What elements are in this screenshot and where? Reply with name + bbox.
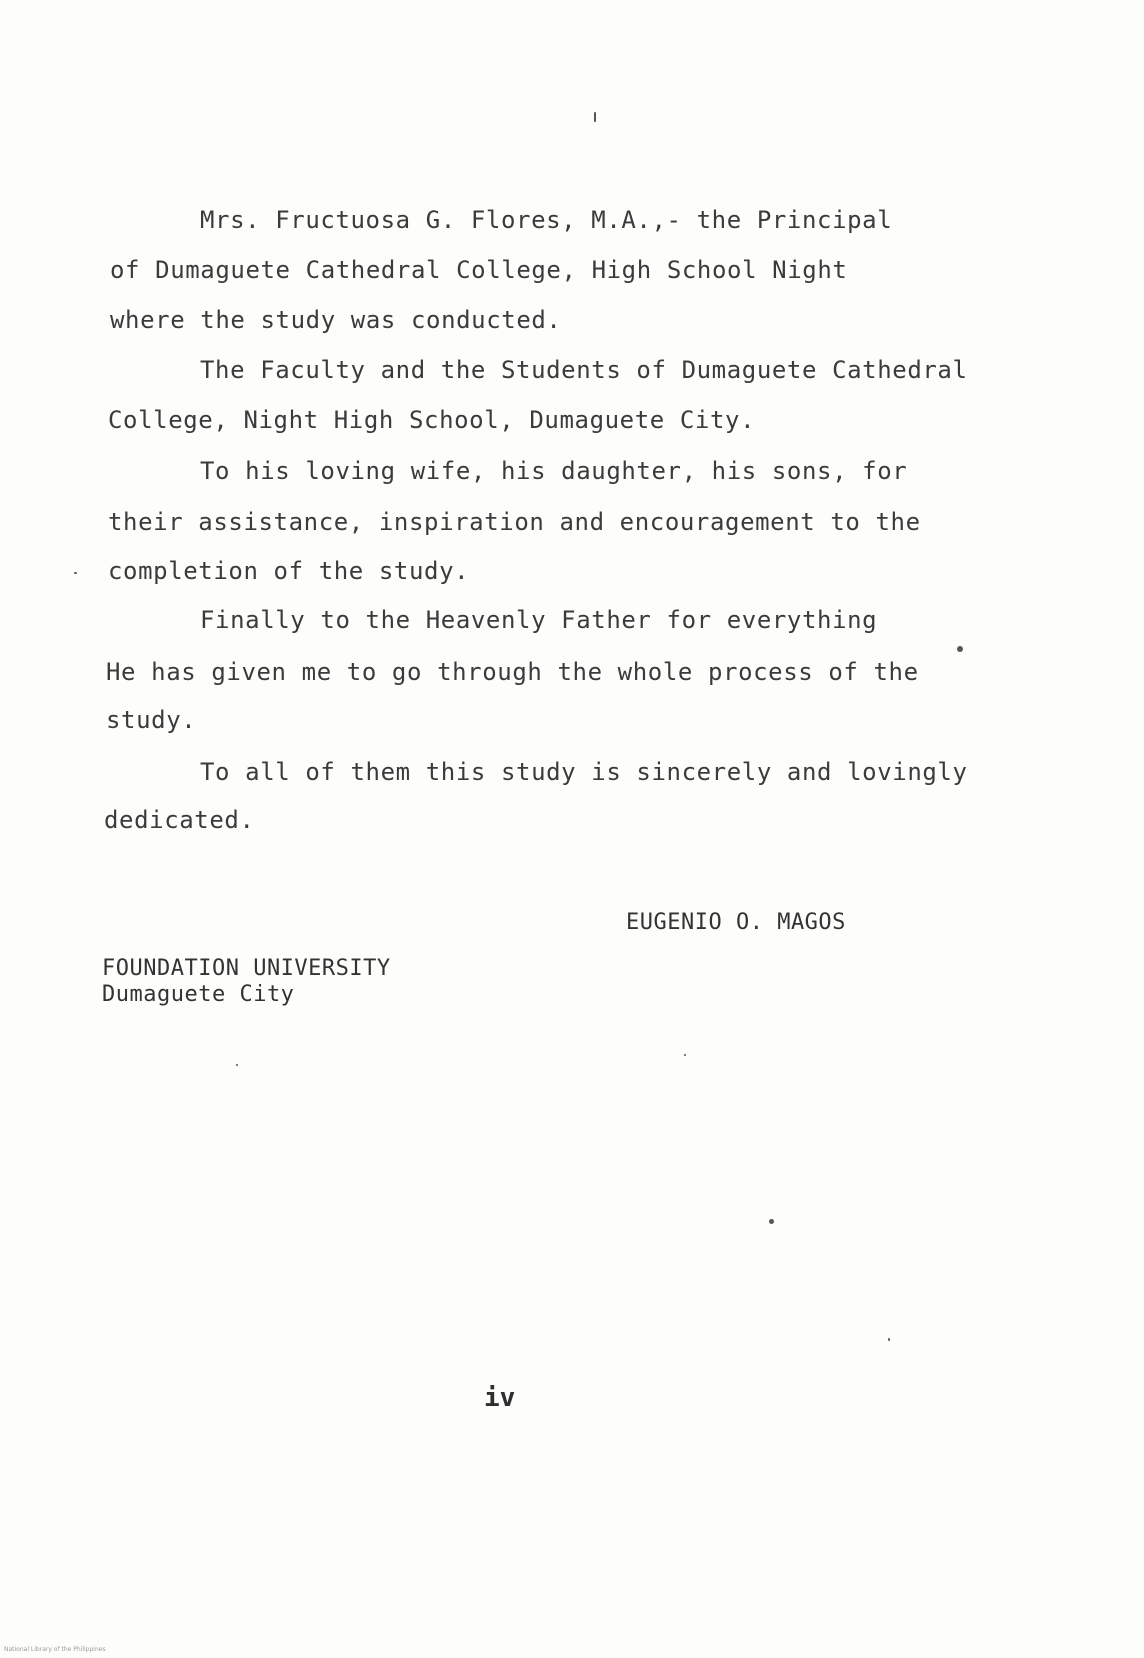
dedication-p4-line1: Finally to the Heavenly Father for everything (200, 606, 878, 634)
scan-speck (594, 112, 596, 122)
scan-speck (888, 1338, 890, 1341)
scan-speck (957, 646, 963, 652)
dedication-p3-line3: completion of the study. (108, 557, 470, 585)
dedication-p5-line2: dedicated. (104, 806, 255, 834)
scan-speck (236, 1064, 238, 1066)
dedication-p1-line1: Mrs. Fructuosa G. Flores, M.A.,- the Principal (200, 206, 893, 234)
dedication-p1-line2: of Dumaguete Cathedral College, High School Night (110, 256, 848, 284)
institution-city: Dumaguete City (102, 982, 295, 1007)
dedication-p4-line3: study. (106, 706, 197, 734)
scan-speck (74, 572, 77, 574)
institution-name: FOUNDATION UNIVERSITY (102, 956, 391, 981)
scan-speck (684, 1054, 686, 1056)
page-number: iv (484, 1383, 516, 1413)
dedication-p1-line3: where the study was conducted. (110, 306, 562, 334)
dedication-p3-line2: their assistance, inspiration and encouragement to the (108, 508, 921, 536)
dedication-p2-line1: The Faculty and the Students of Dumaguete Cathedral (200, 356, 968, 384)
dedication-p2-line2: College, Night High School, Dumaguete City. (108, 406, 756, 434)
dedication-p4-line2: He has given me to go through the whole process of the (106, 658, 919, 686)
footer-watermark: National Library of the Philippines (4, 1646, 106, 1653)
dedication-p3-line1: To his loving wife, his daughter, his sons, for (200, 457, 908, 485)
author-name: EUGENIO O. MAGOS (626, 910, 846, 935)
dedication-p5-line1: To all of them this study is sincerely and lovingly (200, 758, 968, 786)
scan-speck (769, 1219, 774, 1224)
